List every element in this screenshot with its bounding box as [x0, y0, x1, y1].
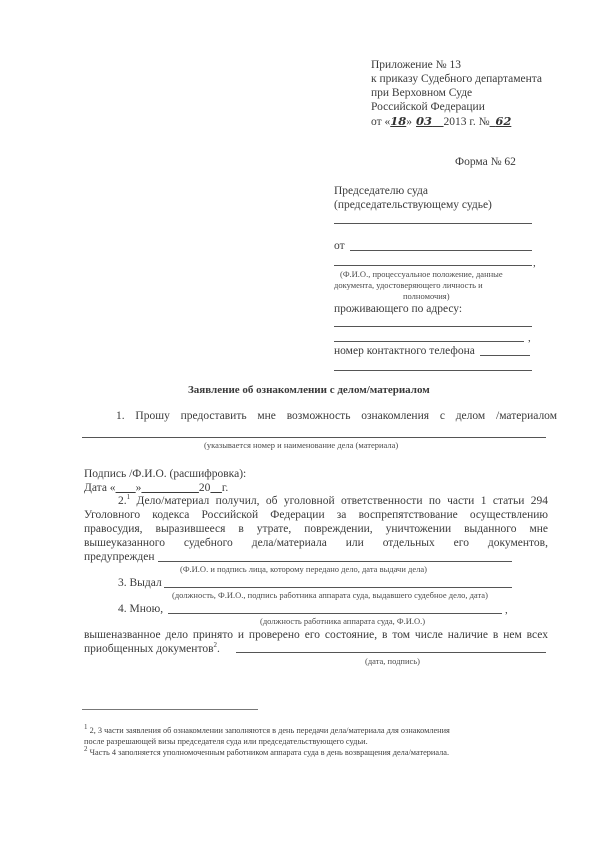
section-4-label: 4. Мною,: [118, 603, 164, 615]
appendix-date-prefix: от «: [371, 116, 391, 128]
section-2-line-1: [118, 494, 548, 508]
phone-label: номер контактного телефона: [334, 345, 475, 357]
receiver-comma: ,: [505, 604, 508, 616]
section-4-line-2-end: .: [217, 643, 220, 655]
footnote-1-text: 2, 3 части заявления об ознакомлении заполняются в день передачи дела/материала для ознакомления: [89, 726, 450, 735]
from-hint-line-3: полномочия): [403, 291, 450, 301]
footnote-1: [84, 725, 450, 736]
section-2-line-5: предупрежден: [84, 551, 155, 563]
from-label: от: [334, 240, 345, 252]
footnote-ref-2: 2: [213, 641, 217, 650]
recipient-signature-field[interactable]: [158, 561, 512, 562]
receiver-hint: (должность работника аппарата суда, Ф.И.О.): [260, 616, 426, 626]
receiver-field[interactable]: [168, 613, 502, 614]
appendix-line-4: Российской Федерации: [371, 101, 485, 113]
from-details-field[interactable]: [334, 265, 532, 266]
address-field-2[interactable]: [334, 341, 524, 342]
case-number-field[interactable]: [82, 437, 546, 438]
address-field-1[interactable]: [334, 326, 532, 327]
section-2-number: 2.: [118, 495, 127, 507]
appendix-date-year: 2013 г. №: [443, 116, 490, 128]
footnote-2: [84, 747, 449, 758]
phone-field[interactable]: [480, 355, 530, 356]
appendix-line-3: при Верховном Суде: [371, 87, 473, 99]
footnote-2-ref: 2: [84, 745, 88, 754]
addressee-name-field[interactable]: [334, 223, 532, 224]
form-number: Форма № 62: [455, 156, 516, 168]
addressee-line-1: Председателю суда: [334, 185, 428, 197]
date-signature-hint: (дата, подпись): [365, 656, 421, 666]
section-4-line-2: [84, 642, 220, 656]
address-comma: ,: [528, 332, 531, 344]
footnote-2-text: Часть 4 заполняется уполномоченным работником аппарата суда в день возвращения дела/материала.: [89, 748, 450, 757]
issuer-field[interactable]: [164, 587, 512, 588]
date-month-field[interactable]: [141, 482, 199, 494]
appendix-date-line: [371, 114, 511, 129]
section-2-line-1-text: Дело/материал получил, об уголовной ответственности по части 1 статьи 294: [136, 495, 548, 507]
date-century: 20: [198, 482, 211, 494]
date-label: Дата «: [84, 482, 116, 494]
appendix-date-sep: »: [406, 116, 413, 128]
footnote-1-ref: 1: [84, 723, 88, 732]
appendix-date-month: 03: [416, 114, 433, 128]
date-year-field[interactable]: [210, 482, 222, 494]
appendix-line-1: Приложение № 13: [371, 59, 461, 71]
from-comma: ,: [533, 257, 536, 269]
from-name-field[interactable]: [350, 250, 532, 251]
footnote-separator: [82, 709, 258, 710]
section-2-line-3: правосудия, выразившееся в утрате, повреждении, уничтожении выданного мне: [84, 523, 548, 535]
from-hint-line-1: (Ф.И.О., процессуальное положение, данные: [340, 269, 503, 279]
date-suffix: г.: [221, 482, 229, 494]
date-line: [84, 481, 228, 495]
address-label: проживающего по адресу:: [334, 303, 463, 315]
addressee-line-2: (председательствующему судье): [334, 199, 492, 211]
from-hint-line-2: документа, удостоверяющего личность и: [334, 280, 483, 290]
recipient-signature-hint: (Ф.И.О. и подпись лица, которому передано дело, дата выдачи дела): [180, 564, 427, 574]
section-3-label: 3. Выдал: [118, 577, 162, 589]
issuer-hint: (должность, Ф.И.О., подпись работника аппарата суда, выдавшего судебное дело, дата): [172, 590, 488, 600]
footnote-ref-1: 1: [126, 493, 131, 502]
phone-field-extra[interactable]: [334, 370, 532, 371]
case-number-hint: (указывается номер и наименование дела (материала): [204, 440, 399, 450]
appendix-date-day: 18: [390, 114, 407, 128]
section-2-line-4: вышеуказанного судебного дела/материала или отдельных его документов,: [84, 537, 548, 549]
section-2-line-2: Уголовного кодекса Российской Федерации за воспрепятствование осуществлению: [84, 509, 548, 521]
appendix-order-number: 62: [495, 114, 512, 128]
section-4-line-2-text: приобщенных документов: [84, 643, 214, 655]
date-signature-field[interactable]: [236, 652, 546, 653]
signature-label: Подпись /Ф.И.О. (расшифровка):: [84, 468, 247, 480]
appendix-line-2: к приказу Судебного департамента: [371, 73, 543, 85]
section-4-line-1: вышеназванное дело принято и проверено его состояние, в том числе наличие в нем всех: [84, 629, 548, 641]
section-1-text: 1. Прошу предоставить мне возможность ознакомления с делом /материалом: [116, 410, 557, 422]
date-day-field[interactable]: [116, 482, 136, 494]
document-title: Заявление об ознакомлении с делом/материалом: [188, 384, 430, 396]
footnote-1-continued: после разрешающей визы председателя суда или председательствующего судьи.: [84, 737, 368, 746]
date-mid: »: [135, 482, 142, 494]
